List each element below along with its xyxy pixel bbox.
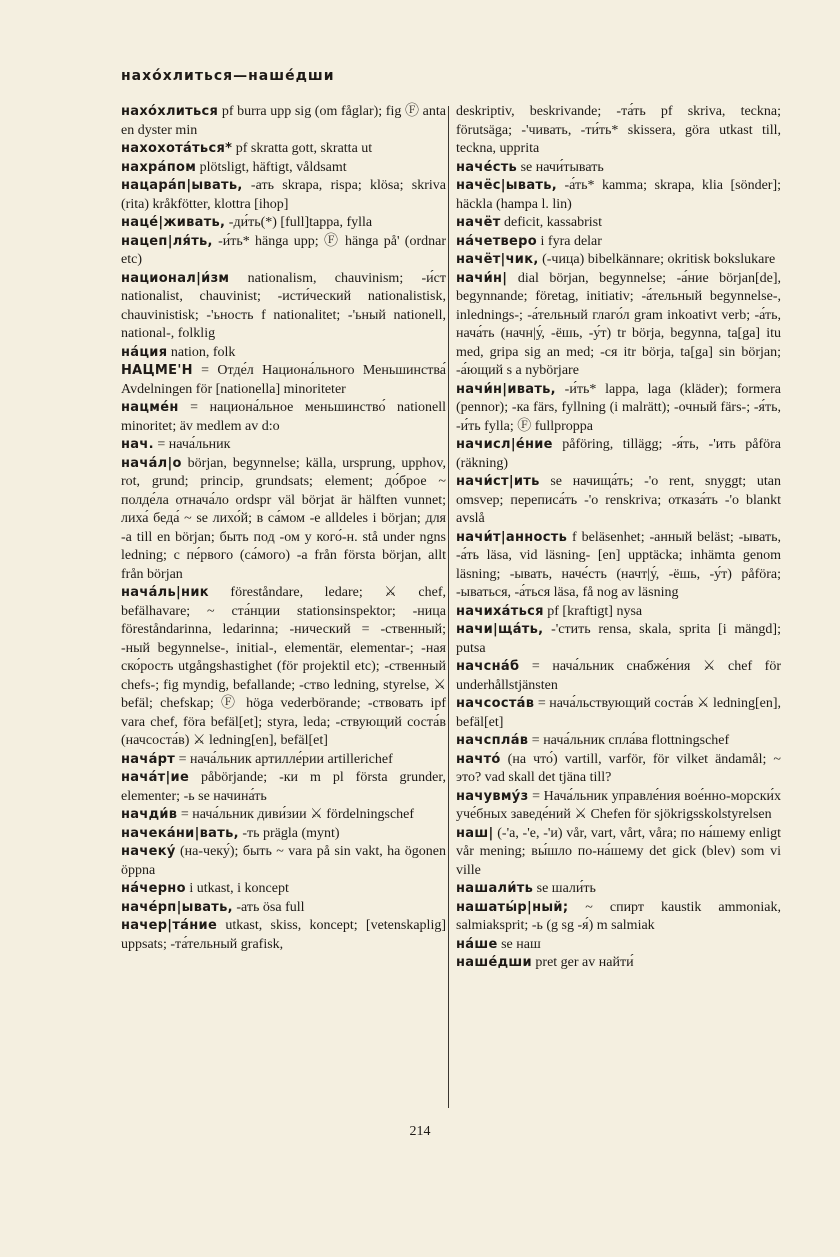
headword: начёт: [456, 215, 501, 230]
dictionary-entry: начисл|е́ние påföring, tillägg; -я́ть, -'ить påföra (räkning): [456, 437, 781, 471]
dictionary-entry: на́ция nation, folk: [121, 344, 236, 360]
dictionary-entry: начи́н|ивать, -и́ть* lappa, laga (kläder); formera (pennor); -ка färs, fyllning (i malrätt); -очный färs-; -я́ть, -и́ть fylla; Ⓕ fullproppa: [456, 381, 781, 434]
headword: начсна́б: [456, 659, 520, 674]
dictionary-entry: начёт|чик, (-чица) bibelkännare; okritisk bokslukare: [456, 252, 776, 267]
dictionary-entry: нача́т|ие påbörjande; -ки m pl första grunder, elementer; -ь se начина́ть: [121, 770, 446, 804]
dictionary-entry: нача́л|о början, begynnelse; källa, ursprung, upphov, rot, grund; princip, grundsats; element; до́брое ~ полде́ла отнача́ло ordspr väl börjat är hälften vunnet; лиха́ беда́ ~ se лихо́й; в са́мом -е alldeles i början; для -а till en början; быть под -ом у кого́-н. stå under ngns ledning; с пе́рвого (са́мого) -а från första början, allt från början: [121, 455, 446, 582]
headword: начи́т|анность: [456, 529, 568, 545]
dictionary-entry: начер|та́ние utkast, skiss, koncept; [vetenskaplig] uppsats; -та́тельный grafisk,: [121, 918, 446, 952]
headword: нацме́н: [121, 400, 179, 415]
headword: нашали́ть: [456, 881, 534, 896]
headword: нача́л|о: [121, 455, 182, 471]
headword: наче́рп|ывать,: [121, 899, 233, 915]
headword: начисл|е́ние: [456, 437, 553, 452]
headword: начто́: [456, 751, 501, 767]
dictionary-entry: национал|и́зм nationalism, chauvinism; -и́ст nationalist, chauvinist; -исти́ческий nationalistisk, chauvinistisk; -'ьность f nationalitet; -'ьный nationell, national-, folklig: [121, 270, 446, 341]
page-number: 214: [409, 1124, 431, 1139]
headword: начспла́в: [456, 733, 529, 748]
dictionary-entry: начспла́в = нача́льник спла́ва flottningschef: [456, 733, 730, 748]
headword: НАЦМЕ'Н: [121, 363, 193, 378]
dictionary-entry: начи́т|анность f beläsenhet; -анный beläst; -ывать, -а́ть läsa, vid läsning- [en] upptäcka; inhämta genom läsning; -ывать, наче́сть (начт|у́, -ёшь, -у́т) påföra; -ываться, -а́ться läsa, få nog av läsning: [456, 529, 781, 600]
dictionary-entry: нахо́хлиться pf burra upp sig (om fåglar); fig Ⓕ anta en dyster min: [121, 104, 446, 138]
headword: начи́ст|ить: [456, 474, 540, 489]
headword: нача́ль|ник: [121, 585, 209, 600]
dictionary-entry: НАЦМЕ'Н = Отде́л Национа́льного Меньшинства́ Avdelningen för [nationella] minoriteter: [121, 363, 446, 397]
headword: наче́сть: [456, 159, 518, 175]
headword: нахо́хлиться: [121, 104, 219, 119]
dictionary-entry: нацеп|ля́ть, -и́ть* hänga upp; Ⓕ hänga på' (ordnar etc): [121, 233, 446, 267]
dictionary-entry: нача́рт = нача́льник артилле́рии artillerichef: [121, 751, 393, 767]
headword: нач.: [121, 437, 154, 452]
dictionary-entry: начто́ (на что́) vartill, varför, för vilket ändamål; ~ это? vad skall det tjäna till?: [456, 751, 781, 785]
headword: нацара́п|ывать,: [121, 178, 243, 193]
dictionary-entry: нацме́н = национа́льное меньшинство́ nationell minoritet; äv medlem av d:o: [121, 400, 446, 434]
dictionary-entry: начсоста́в = нача́льствующий соста́в ⚔ ledning[en], befäl[et]: [456, 696, 781, 730]
dictionary-entry: начека́ни|вать, -ть prägla (mynt): [121, 825, 340, 841]
headword: национал|и́зм: [121, 270, 230, 286]
headword: начувму́з: [456, 788, 529, 804]
dictionary-entry: наце́|живать, -ди́ть(*) [full]tappa, fylla: [121, 215, 373, 230]
headword: начер|та́ние: [121, 918, 218, 933]
dictionary-entry: на́ше se наш: [456, 936, 541, 952]
dictionary-entry: начсна́б = нача́льник снабже́ния ⚔ chef för underhållstjänsten: [456, 659, 781, 693]
dictionary-entry: наче́сть se начи́тывать: [456, 159, 604, 175]
headword: на́ше: [456, 936, 498, 952]
dictionary-entry: на́черно i utkast, i koncept: [121, 881, 289, 896]
dictionary-entry: нахохота́ться* pf skratta gott, skratta ut: [121, 141, 373, 156]
headword: на́четверо: [456, 233, 538, 249]
headword: начёт|чик,: [456, 252, 539, 267]
dictionary-entry: наше́дши pret ger av найти́: [456, 955, 634, 970]
headword: на́черно: [121, 881, 186, 896]
headword: на́ция: [121, 344, 168, 360]
running-header: нахо́хлиться—наше́дши: [121, 68, 335, 84]
headword: начи́н|: [456, 270, 508, 286]
headword: начёс|ывать,: [456, 178, 557, 193]
headword: наше́дши: [456, 955, 532, 970]
headword: наш|: [456, 825, 494, 841]
dictionary-entry: начеку́ (на-чеку́); быть ~ vara på sin vakt, ha ögonen öppna: [121, 844, 446, 878]
dictionary-entry: начи́ст|ить se начища́ть; -'о rent, snyggt; utan omsvep; переписа́ть -'о renskriva; отказа́ть -'о blankt avslå: [456, 474, 781, 526]
headword: начи́н|ивать,: [456, 381, 556, 397]
headword: начди́в: [121, 807, 178, 822]
dictionary-entry: наче́рп|ывать, -ать ösa full: [121, 899, 305, 915]
dictionary-entry: начёс|ывать, -а́ть* kamma; skrapa, klia [sönder]; häckla (hampa l. lin): [456, 178, 781, 212]
dictionary-entry: начёт deficit, kassabrist: [456, 215, 603, 230]
dictionary-entry: нач. = нача́льник: [121, 437, 231, 452]
headword: нахохота́ться*: [121, 141, 233, 156]
headword: нацеп|ля́ть,: [121, 233, 213, 249]
headword: начеку́: [121, 844, 176, 859]
headword: начека́ни|вать,: [121, 825, 239, 841]
dictionary-entry: нача́ль|ник föreståndare, ledare; ⚔ chef, befälhavare; ~ ста́нции stationsinspektor; -ница föreståndarinna, ledarinna; -нический = -ственный; -ный begynnelse-, initial-, elementär, elementar-; -ная ско́рость utgångshastighet (för projektil etc); -ственный chefs-; fig myndig, befallande; -ство ledning, styrelse, ⚔ befäl; chefskap; Ⓕ höga vederbörande; -ствовать ipf vara chef, föra befäl[et]; styra, leda; -ствующий соста́в (начсоста́в) ⚔ ledning[en], befäl[et]: [121, 585, 446, 748]
headword: нахра́пом: [121, 159, 197, 175]
dictionary-entry: нацара́п|ывать, -ать skrapa, rispa; klösa; skriva (rita) kråkfötter, klottra [ihop]: [121, 178, 446, 212]
headword: начи|ща́ть,: [456, 622, 544, 637]
dictionary-entry: начиха́ться pf [kraftigt] nysa: [456, 603, 643, 619]
left-column: [121, 103, 446, 954]
dictionary-entry: начи́н| dial början, begynnelse; -а́ние början[de], begynnande; företag, initiativ; -а́тельный begynnelse-, inlednings-; -а́тельный глаго́л gram inkoativt verb; -а́ть, нача́ть (начн|у́, -ёшь, -у́т) tr börja, begynna, ta[ga] itu med, gripa sig an med; -ся itr börja, ta[ga] sin början; -а́ющий s a nybörjare: [456, 270, 781, 378]
dictionary-entry: на́четверо i fyra delar: [456, 233, 602, 249]
headword: начиха́ться: [456, 603, 544, 619]
headword: нашаты́р|ный;: [456, 899, 569, 915]
headword: нача́рт: [121, 751, 176, 767]
right-column: [456, 103, 781, 973]
dictionary-entry: deskriptiv, beskrivande; -та́ть pf skriva, teckna; förutsäga; -'чивать, -ти́ть* skissera, göra utkast till, teckna, upprita: [456, 104, 781, 156]
headword: начсоста́в: [456, 696, 535, 711]
headword: нача́т|ие: [121, 770, 190, 785]
dictionary-entry: начди́в = нача́льник диви́зии ⚔ fördelningschef: [121, 807, 415, 822]
dictionary-entry: нашали́ть se шали́ть: [456, 881, 596, 896]
dictionary-entry: нахра́пом plötsligt, häftigt, våldsamt: [121, 159, 347, 175]
dictionary-entry: начувму́з = Нача́льник управле́ния вое́нно-морски́х уче́бных заведе́ний ⚔ Chefen för sjökrigsskolstyrelsen: [456, 788, 781, 822]
headword: наце́|живать,: [121, 215, 226, 230]
column-divider: [448, 106, 449, 1108]
dictionary-entry: начи|ща́ть, -'стить rensa, skala, sprita [i mängd]; putsa: [456, 622, 781, 656]
dictionary-entry: нашаты́р|ный; ~ спирт kaustik ammoniak, salmiaksprit; -ь (g sg -я́) m salmiak: [456, 899, 781, 933]
dictionary-entry: наш| (-'а, -'е, -'и) vår, vart, vårt, våra; по на́шему enligt vår mening; вы́шло по-на́шему det gick (blev) som vi ville: [456, 825, 781, 878]
